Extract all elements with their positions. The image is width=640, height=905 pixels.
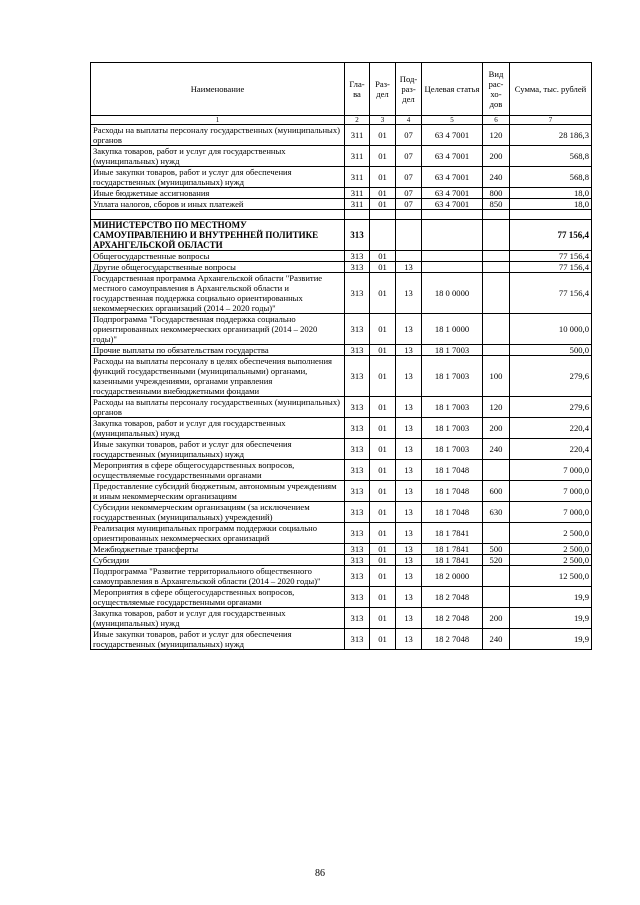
cell-summa: 7 000,0 [510,502,592,523]
cell-razdel: 01 [370,481,396,502]
cell-summa: 77 156,4 [510,262,592,273]
cell-glava: 313 [345,544,370,555]
cell-vid: 520 [483,555,510,566]
cell-name: Иные закупки товаров, работ и услуг для обеспечения государственных (муниципальных) нужд [91,167,345,188]
column-number: 3 [370,116,396,125]
cell-razdel: 01 [370,555,396,566]
cell-razdel: 01 [370,146,396,167]
spacer-cell [370,210,396,220]
cell-name: Закупка товаров, работ и услуг для государственных (муниципальных) нужд [91,608,345,629]
cell-glava: 313 [345,502,370,523]
cell-vid: 240 [483,167,510,188]
cell-razdel: 01 [370,251,396,262]
cell-glava: 313 [345,481,370,502]
cell-razdel: 01 [370,262,396,273]
cell-statya: 18 1 7003 [422,439,483,460]
cell-vid [483,251,510,262]
cell-name: Мероприятия в сфере общегосударственных вопросов, осуществляемые государственными органами [91,460,345,481]
cell-glava: 313 [345,251,370,262]
cell-statya: 18 2 0000 [422,566,483,587]
table-row [91,199,592,210]
cell-razdel: 01 [370,418,396,439]
cell-statya: 63 4 7001 [422,125,483,146]
cell-vid [483,587,510,608]
cell-vid: 200 [483,146,510,167]
cell-summa: 220,4 [510,439,592,460]
cell-statya: 18 1 7048 [422,481,483,502]
cell-razdel: 01 [370,345,396,356]
header-podrazdel: Под-раз-дел [396,63,422,116]
cell-glava: 311 [345,167,370,188]
cell-statya: 63 4 7001 [422,199,483,210]
cell-statya: 18 1 7003 [422,397,483,418]
cell-name: Субсидии некоммерческим организациям (за исключением государственных (муниципальных) учреждений) [91,502,345,523]
column-number: 1 [91,116,345,125]
cell-glava: 313 [345,523,370,544]
table-row [91,439,592,460]
spacer-cell [510,210,592,220]
cell-glava: 311 [345,199,370,210]
cell-vid: 500 [483,544,510,555]
cell-podrazdel: 07 [396,188,422,199]
cell-vid [483,262,510,273]
column-number: 7 [510,116,592,125]
cell-glava: 311 [345,146,370,167]
header-name: Наименование [91,63,345,116]
cell-summa: 568,8 [510,146,592,167]
cell-name: Закупка товаров, работ и услуг для государственных (муниципальных) нужд [91,146,345,167]
cell-glava: 311 [345,125,370,146]
cell-razdel: 01 [370,608,396,629]
cell-razdel: 01 [370,188,396,199]
cell-podrazdel: 13 [396,397,422,418]
cell-name: МИНИСТЕРСТВО ПО МЕСТНОМУ САМОУПРАВЛЕНИЮ И ВНУТРЕННЕЙ ПОЛИТИКЕ АРХАНГЕЛЬСКОЙ ОБЛАСТИ [91,220,345,251]
spacer-cell [483,210,510,220]
cell-vid [483,314,510,345]
cell-name: Межбюджетные трансферты [91,544,345,555]
cell-podrazdel: 13 [396,418,422,439]
cell-summa: 2 500,0 [510,555,592,566]
cell-name: Расходы на выплаты персоналу государственных (муниципальных) органов [91,397,345,418]
cell-podrazdel: 13 [396,523,422,544]
table-row [91,167,592,188]
cell-statya: 18 1 7003 [422,356,483,397]
cell-razdel: 01 [370,199,396,210]
cell-podrazdel: 13 [396,356,422,397]
cell-statya: 18 1 0000 [422,314,483,345]
cell-razdel: 01 [370,502,396,523]
cell-statya: 18 0 0000 [422,273,483,314]
cell-vid [483,220,510,251]
cell-summa: 19,9 [510,587,592,608]
cell-name: Другие общегосударственные вопросы [91,262,345,273]
cell-podrazdel: 13 [396,460,422,481]
cell-statya: 18 1 7841 [422,523,483,544]
cell-glava: 313 [345,460,370,481]
cell-vid: 100 [483,356,510,397]
cell-razdel: 01 [370,397,396,418]
cell-glava: 313 [345,587,370,608]
cell-name: Иные закупки товаров, работ и услуг для обеспечения государственных (муниципальных) нужд [91,439,345,460]
cell-summa: 10 000,0 [510,314,592,345]
cell-name: Закупка товаров, работ и услуг для государственных (муниципальных) нужд [91,418,345,439]
cell-glava: 313 [345,273,370,314]
budget-table [90,62,592,650]
cell-statya: 18 1 7841 [422,555,483,566]
spacer-cell [422,210,483,220]
cell-vid: 240 [483,629,510,650]
cell-summa: 77 156,4 [510,273,592,314]
cell-statya: 18 2 7048 [422,587,483,608]
cell-podrazdel: 13 [396,629,422,650]
cell-vid [483,523,510,544]
cell-summa: 19,9 [510,629,592,650]
cell-podrazdel: 13 [396,555,422,566]
cell-glava: 313 [345,314,370,345]
table-row [91,397,592,418]
spacer-cell [91,210,345,220]
cell-vid: 850 [483,199,510,210]
cell-vid: 200 [483,418,510,439]
column-number: 2 [345,116,370,125]
table-row [91,188,592,199]
cell-razdel: 01 [370,273,396,314]
cell-razdel: 01 [370,523,396,544]
cell-razdel: 01 [370,356,396,397]
cell-razdel: 01 [370,460,396,481]
cell-glava: 313 [345,608,370,629]
cell-vid: 120 [483,397,510,418]
cell-podrazdel: 13 [396,262,422,273]
cell-razdel: 01 [370,167,396,188]
cell-summa: 7 000,0 [510,481,592,502]
cell-glava: 313 [345,418,370,439]
table-row [91,314,592,345]
header-razdel: Раз-дел [370,63,396,116]
cell-statya: 18 1 7048 [422,502,483,523]
cell-statya: 63 4 7001 [422,188,483,199]
cell-vid: 200 [483,608,510,629]
header-statya: Целевая статья [422,63,483,116]
cell-razdel: 01 [370,566,396,587]
cell-glava: 313 [345,555,370,566]
cell-summa: 500,0 [510,345,592,356]
table-row [91,523,592,544]
cell-glava: 313 [345,345,370,356]
cell-statya: 18 2 7048 [422,608,483,629]
cell-summa: 12 500,0 [510,566,592,587]
table-row [91,502,592,523]
cell-statya: 18 1 7048 [422,460,483,481]
table-row [91,587,592,608]
cell-razdel: 01 [370,587,396,608]
cell-summa: 18,0 [510,188,592,199]
cell-podrazdel: 13 [396,608,422,629]
cell-summa: 279,6 [510,397,592,418]
table-section-row [91,220,592,251]
cell-summa: 19,9 [510,608,592,629]
cell-vid [483,345,510,356]
cell-name: Прочие выплаты по обязательствам государства [91,345,345,356]
cell-summa: 28 186,3 [510,125,592,146]
cell-glava: 313 [345,439,370,460]
page-number: 86 [315,868,325,879]
column-number: 5 [422,116,483,125]
cell-statya: 18 1 7003 [422,418,483,439]
column-number: 6 [483,116,510,125]
cell-vid [483,460,510,481]
cell-podrazdel [396,251,422,262]
cell-vid: 800 [483,188,510,199]
cell-summa: 568,8 [510,167,592,188]
cell-podrazdel: 13 [396,502,422,523]
cell-podrazdel: 13 [396,314,422,345]
cell-vid [483,273,510,314]
table-row [91,125,592,146]
cell-name: Иные закупки товаров, работ и услуг для обеспечения государственных (муниципальных) нужд [91,629,345,650]
cell-summa: 220,4 [510,418,592,439]
table-row [91,555,592,566]
cell-podrazdel: 07 [396,199,422,210]
cell-statya [422,251,483,262]
table-row [91,273,592,314]
cell-summa: 77 156,4 [510,220,592,251]
cell-razdel: 01 [370,125,396,146]
cell-podrazdel: 13 [396,273,422,314]
cell-summa: 2 500,0 [510,544,592,555]
document-page [90,62,591,650]
spacer-cell [396,210,422,220]
cell-vid: 630 [483,502,510,523]
table-row [91,345,592,356]
cell-summa: 279,6 [510,356,592,397]
table-row [91,146,592,167]
cell-name: Общегосударственные вопросы [91,251,345,262]
column-number: 4 [396,116,422,125]
cell-statya: 18 1 7003 [422,345,483,356]
cell-podrazdel [396,220,422,251]
cell-glava: 313 [345,397,370,418]
header-summa: Сумма, тыс. рублей [510,63,592,116]
cell-vid: 600 [483,481,510,502]
cell-name: Подпрограмма "Государственная поддержка социально ориентированных некоммерческих организаций (2014 – 2020 годы)" [91,314,345,345]
cell-glava: 313 [345,356,370,397]
cell-razdel [370,220,396,251]
cell-summa: 2 500,0 [510,523,592,544]
cell-podrazdel: 13 [396,439,422,460]
cell-statya [422,262,483,273]
header-vid: Вид рас-хо-дов [483,63,510,116]
table-row [91,251,592,262]
cell-name: Реализация муниципальных программ поддержки социально ориентированных некоммерческих организаций [91,523,345,544]
cell-statya: 18 2 7048 [422,629,483,650]
table-row [91,544,592,555]
cell-name: Субсидии [91,555,345,566]
cell-name: Предоставление субсидий бюджетным, автономным учреждениям и иным некоммерческим организациям [91,481,345,502]
cell-summa: 18,0 [510,199,592,210]
table-row [91,629,592,650]
table-row [91,356,592,397]
cell-vid: 120 [483,125,510,146]
cell-summa: 77 156,4 [510,251,592,262]
cell-summa: 7 000,0 [510,460,592,481]
table-row [91,608,592,629]
cell-vid: 240 [483,439,510,460]
cell-podrazdel: 13 [396,587,422,608]
header-row [91,63,592,116]
spacer-cell [345,210,370,220]
cell-razdel: 01 [370,544,396,555]
cell-glava: 313 [345,220,370,251]
cell-podrazdel: 07 [396,125,422,146]
cell-glava: 313 [345,566,370,587]
cell-statya: 18 1 7841 [422,544,483,555]
cell-glava: 311 [345,188,370,199]
table-row [91,262,592,273]
cell-name: Подпрограмма "Развитие территориального общественного самоуправления в Архангельской области (2014 – 2020 годы)" [91,566,345,587]
cell-name: Расходы на выплаты персоналу государственных (муниципальных) органов [91,125,345,146]
cell-podrazdel: 13 [396,566,422,587]
table-row [91,566,592,587]
cell-vid [483,566,510,587]
cell-razdel: 01 [370,439,396,460]
cell-razdel: 01 [370,314,396,345]
table-row [91,418,592,439]
cell-podrazdel: 13 [396,481,422,502]
cell-podrazdel: 07 [396,146,422,167]
cell-name: Иные бюджетные ассигнования [91,188,345,199]
cell-glava: 313 [345,262,370,273]
cell-statya: 63 4 7001 [422,146,483,167]
cell-name: Мероприятия в сфере общегосударственных вопросов, осуществляемые государственными органами [91,587,345,608]
cell-glava: 313 [345,629,370,650]
table-row [91,481,592,502]
cell-podrazdel: 13 [396,345,422,356]
table-spacer-row [91,210,592,220]
header-glava: Гла-ва [345,63,370,116]
cell-name: Государственная программа Архангельской области "Развитие местного самоуправления в Архангельской области и государственная поддержка социально ориентированных некоммерческих организаций (2014 – 2020 годы)" [91,273,345,314]
cell-podrazdel: 07 [396,167,422,188]
column-number-row [91,116,592,125]
cell-name: Уплата налогов, сборов и иных платежей [91,199,345,210]
table-body [91,125,592,650]
cell-name: Расходы на выплаты персоналу в целях обеспечения выполнения функций государственными (муниципальными) органами, казенными учреждениями, органами управления государственными внебюджетными фондами [91,356,345,397]
cell-statya [422,220,483,251]
cell-statya: 63 4 7001 [422,167,483,188]
cell-razdel: 01 [370,629,396,650]
cell-podrazdel: 13 [396,544,422,555]
table-row [91,460,592,481]
